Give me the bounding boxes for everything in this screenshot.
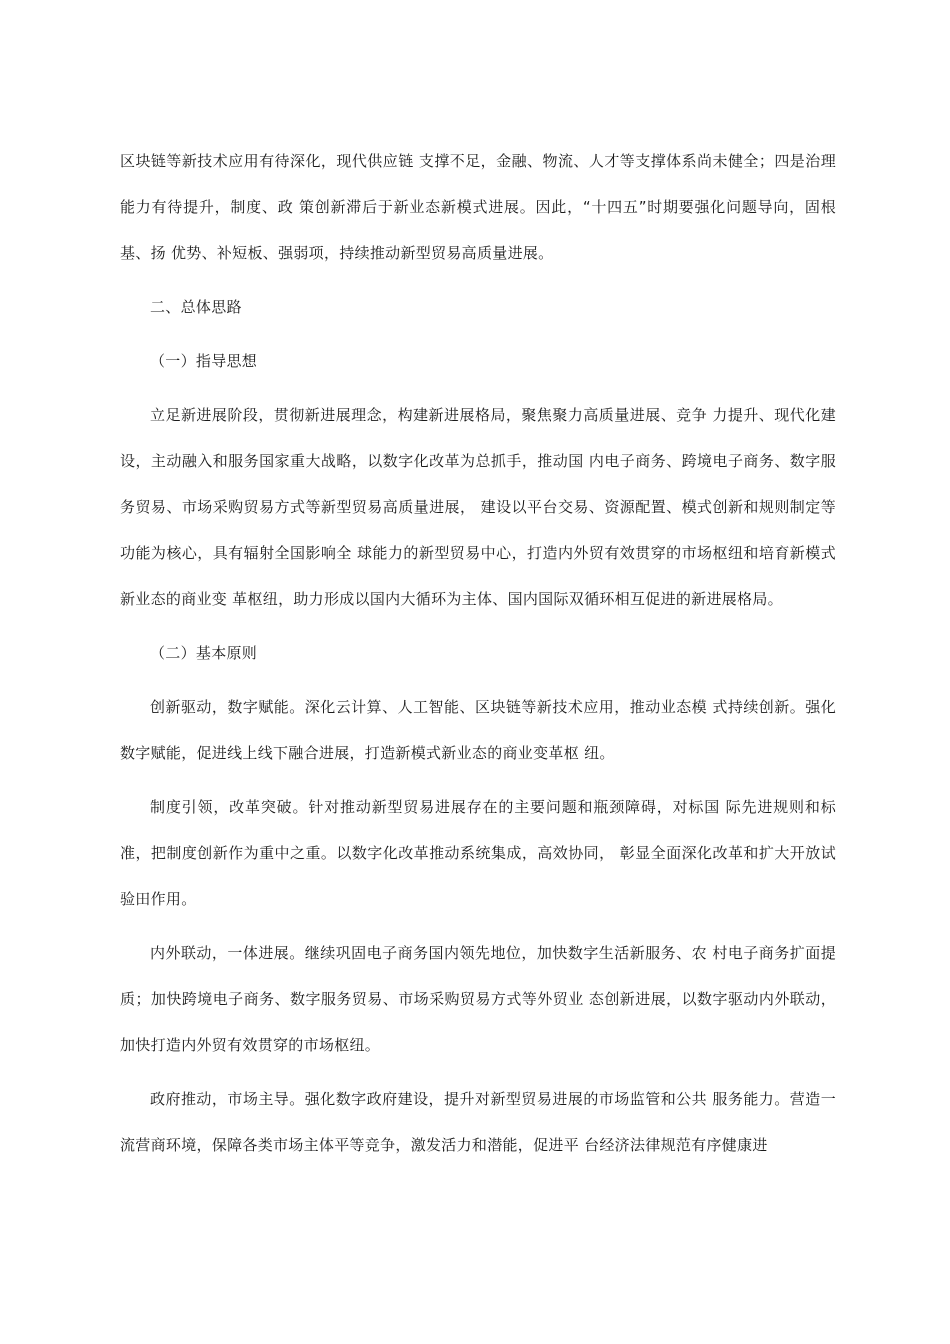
document-body [120,138,836,1168]
paragraph-principle-linkage: 内外联动，一体进展。继续巩固电子商务国内领先地位，加快数字生活新服务、农 村电子商务扩面提质；加快跨境电子商务、数字服务贸易、市场采购贸易方式等外贸业 态创新进展，以数字驱动内外联动，加快打造内外贸有效贯穿的市场枢纽。 [120,944,836,1054]
section-heading-overall-approach: 二、总体思路 [150,298,242,316]
paragraph-intro-continuation: 区块链等新技术应用有待深化，现代供应链 支撑不足，金融、物流、人才等支撑体系尚未健全；四是治理能力有待提升，制度、政 策创新滞后于新业态新模式进展。因此，“十四五”时期要强化问题导向，固根基、扬 优势、补短板、强弱项，持续推动新型贸易高质量进展。 [120,152,836,262]
subsection-heading-guiding-ideology: （一）指导思想 [150,352,258,370]
subsection-heading-basic-principles: （二）基本原则 [150,644,258,662]
paragraph-principle-government: 政府推动，市场主导。强化数字政府建设，提升对新型贸易进展的市场监管和公共 服务能力。营造一流营商环境，保障各类市场主体平等竞争，激发活力和潜能，促进平 台经济法律规范有序健康进 [120,1090,836,1154]
paragraph-principle-institution: 制度引领，改革突破。针对推动新型贸易进展存在的主要问题和瓶颈障碍，对标国 际先进规则和标准，把制度创新作为重中之重。以数字化改革推动系统集成，高效协同， 彰显全面深化改革和扩大开放试验田作用。 [120,798,836,908]
paragraph-guiding-ideology: 立足新进展阶段，贯彻新进展理念，构建新进展格局，聚焦聚力高质量进展、竞争 力提升、现代化建设，主动融入和服务国家重大战略，以数字化改革为总抓手，推动国 内电子商务、跨境电子商务、数字服务贸易、市场采购贸易方式等新型贸易高质量进展， 建设以平台交易、资源配置、模式创新和规则制定等功能为核心，具有辐射全国影响全 球能力的新型贸易中心，打造内外贸有效贯穿的市场枢纽和培育新模式新业态的商业变 革枢纽，助力形成以国内大循环为主体、国内国际双循环相互促进的新进展格局。 [120,406,836,608]
paragraph-principle-innovation: 创新驱动，数字赋能。深化云计算、人工智能、区块链等新技术应用，推动业态模 式持续创新。强化数字赋能，促进线上线下融合进展，打造新模式新业态的商业变革枢 纽。 [120,698,836,762]
